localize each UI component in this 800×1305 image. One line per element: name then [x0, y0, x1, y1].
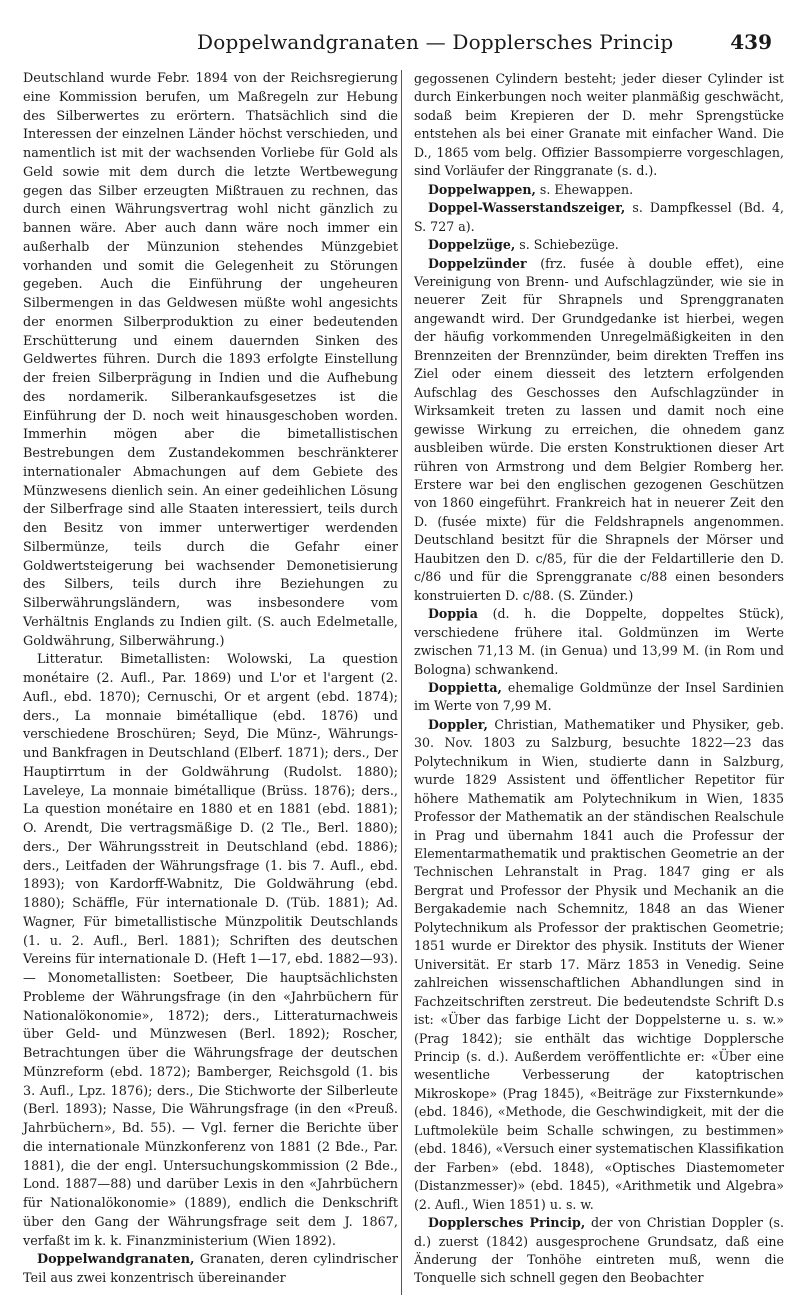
entry-text: ehemalige Goldmünze der Insel Sardinien im Werte von 7,99 M. — [414, 679, 784, 714]
entry-headword: Doppelzüge, — [428, 237, 516, 253]
entry-headword: Doppel-Wasserstandszeiger, — [428, 200, 626, 216]
entry-doppler — [414, 716, 784, 1214]
entry-headword: Doppelwandgranaten, — [37, 1252, 195, 1268]
page-number: 439 — [730, 30, 772, 54]
entry-text: Granaten, deren cylindrischer Teil aus zwei konzentrisch übereinander — [23, 1252, 398, 1286]
entry-doppelzuender — [414, 255, 784, 606]
entry-text: der von Christian Doppler (s. d.) zuerst (1842) ausgesprochene Grundsatz, daß eine Änderung der Tonhöhe eintreten muß, wenn die Tonquelle sich schnell gegen den Beobachter — [414, 1215, 784, 1286]
paragraph-silberfrage: Deutschland wurde Febr. 1894 von der Reichsregierung eine Kommission berufen, um Maßregeln zur Hebung des Silberwertes zu erörtern. Thatsächlich sind die Interessen der einzelnen Länder höchst verschieden, und namentlich ist mit der wachsenden Vorliebe für Gold als Geld sowie mit dem durch die letzte Wertbewegung gegen das Silber erzeugten Mißtrauen zu rechnen, das durch einen Währungsvertrag wohl nicht gänzlich zu bannen wäre. Aber auch dann wäre noch immer ein außerhalb der Münzunion stehendes Münzgebiet vorhanden und somit die Gelegenheit zu Störungen gegeben. Auch die Einführung der ungeheuren Silbermengen in das Geldwesen müßte wohl angesichts der enormen Silberproduktion zu einer bedeutenden Erschütterung und einem dauernden Sinken des Geldwertes führen. Durch die 1893 erfolgte Einstellung der freien Silberprägung in Indien und die Aufhebung des nordamerik. Silberankaufsgesetzes ist die Einführung der D. noch weit hinausgeschoben worden. Immerhin mögen aber die bimetallistischen Bestrebungen dem Zustandekommen beschränkterer internationaler Abmachungen auf dem Gebiete des Münzwesens dienlich sein. An einer gedeihlichen Lösung der Silberfrage sind alle Staaten interessiert, teils durch den Besitz von immer unterwertiger werdenden Silbermünze, teils durch die Gefahr einer Goldwertsteigerung bei wachsender Demonetisierung des Silbers, teils durch ihre Beziehungen zu Silberwährungsländern, was insbesondere vom Verhältnis Englands zu Indien gilt. (S. auch Edelmetalle, Goldwährung, Silberwährung.) — [23, 71, 398, 649]
entry-continuation: gegossenen Cylindern besteht; jeder dieser Cylinder ist durch Einkerbungen noch weiter planmäßig geschwächt, sodaß beim Krepieren der D. mehr Sprengstücke entstehen als bei einer Granate mit einfacher Wand. Die D., 1865 vom belg. Offizier Bassompierre vorgeschlagen, sind Vorläufer der Ringgranate (s. d.). — [414, 71, 784, 179]
entry-headword: Doppietta, — [428, 679, 502, 695]
entry-doppel-wasserstandszeiger — [414, 199, 784, 236]
entry-headword: Doppelzünder — [428, 255, 527, 271]
column-divider — [401, 70, 402, 1295]
entry-text: s. Ehewappen. — [535, 181, 634, 197]
entry-doppelwandgranaten — [23, 1251, 398, 1289]
running-header — [22, 26, 778, 60]
entry-dopplersches-princip — [414, 1214, 784, 1288]
entry-doppelwappen — [414, 181, 784, 199]
entry-headword: Doppler, — [428, 716, 488, 732]
entry-doppia — [414, 605, 784, 679]
entry-headword: Doppia — [428, 606, 478, 622]
entry-headword: Dopplersches Princip, — [428, 1215, 586, 1231]
entry-doppelzuege — [414, 236, 784, 254]
entry-text: (frz. fusée à double effet), eine Vereinigung von Brenn- und Aufschlagzünder, wie sie in neuerer Zeit für Shrapnels und Sprenggranaten angewandt wird. Der Grundgedanke ist hierbei, wegen der häufig vorkommenden Unregelmäßigkeiten in den Brennzeiten der Brennzünder, beim direkten Treffen ins Ziel oder einem diesseit des letztern erfolgenden Aufschlag des Geschosses den Aufschlagzünder in Wirksamkeit treten zu lassen und damit noch eine gewisse Wirkung zu erreichen, die ohnedem ganz ausbleiben würde. Die ersten Konstruktionen dieser Art rühren von Armstrong und dem Belgier Romberg her. Erstere war bei den englischen gezogenen Geschützen von 1860 eingeführt. Frankreich hat in neuerer Zeit den D. (fusée mixte) für die Feldshrapnels angenommen. Deutschland besitzt für die Shrapnels der Mörser und Haubitzen den D. c/85, für die der Feldartillerie den D. c/86 und für die Sprenggranate c/88 einen besonders konstruierten D. c/88. (S. Zünder.) — [414, 255, 784, 603]
entry-text: s. Dampfkessel (Bd. 4, S. 727 a). — [414, 200, 784, 234]
entry-text: (d. h. die Doppelte, doppeltes Stück), verschiedene frühere ital. Goldmünzen im Werte zwischen 71,13 M. (in Genua) und 13,99 M. (in Rom und Bologna) schwankend. — [414, 606, 784, 677]
entry-headword: Doppelwappen, — [428, 181, 536, 197]
left-column — [23, 70, 398, 1289]
entry-text: s. Schiebezüge. — [515, 237, 619, 253]
running-title: Doppelwandgranaten — Dopplersches Princip — [197, 30, 674, 54]
entry-doppietta — [414, 679, 784, 716]
paragraph-litteratur: Litteratur. Bimetallisten: Wolowski, La question monétaire (2. Aufl., Par. 1869) und L'or et l'argent (2. Aufl., ebd. 1870); Cernuschi, Or et argent (ebd. 1874); ders., La monnaie bimétallique (ebd. 1876) und verschiedene Broschüren; Seyd, Die Münz-, Währungs- und Bankfragen in Deutschland (Elberf. 1871); ders., Der Hauptirrtum in der Goldwährung (Rudolst. 1880); Laveleye, La monnaie bimétallique (Brüss. 1876); ders., La question monétaire en 1880 et en 1881 (ebd. 1881); O. Arendt, Die vertragsmäßige D. (2 Tle., Berl. 1880); ders., Der Währungsstreit in Deutschland (ebd. 1886); ders., Leitfaden der Währungsfrage (1. bis 7. Aufl., ebd. 1893); von Kardorff-Wabnitz, Die Goldwährung (ebd. 1880); Schäffle, Für internationale D. (Tüb. 1881); Ad. Wagner, Für bimetallistische Münzpolitik Deutschlands (1. u. 2. Aufl., Berl. 1881); Schriften des deutschen Vereins für internationale D. (Heft 1—17, ebd. 1882—93). — Monometallisten: Soetbeer, Die hauptsächlichsten Probleme der Währungsfrage (in den «Jahrbüchern für Nationalökonomie», 1872); ders., Litteraturnachweis über Geld- und Münzwesen (Berl. 1892); Roscher, Betrachtungen über die Währungsfrage der deutschen Münzreform (ebd. 1872); Bamberger, Reichsgold (1. bis 3. Aufl., Lpz. 1876); ders., Die Stichworte der Silberleute (Berl. 1893); Nasse, Die Währungsfrage (in den «Preuß. Jahrbüchern», Bd. 55). — Vgl. ferner die Berichte über die internationale Münzkonferenz von 1881 (2 Bde., Par. 1881), die der engl. Untersuchungskommission (2 Bde., Lond. 1887—88) und darüber Lexis in den «Jahrbüchern für Nationalökonomie» (1889), endlich die Denkschrift über den Gang der Währungsfrage seit dem J. 1867, verfaßt im k. k. Finanzministerium (Wien 1892). — [23, 652, 398, 1249]
right-column — [414, 70, 784, 1288]
entry-text: Christian, Mathematiker und Physiker, geb. 30. Nov. 1803 zu Salzburg, besuchte 1822—23 das Polytechnikum in Wien, studierte dann in Salzburg, wurde 1829 Assistent und öffentlicher Repetitor für höhere Mathematik am Polytechnikum in Wien, 1835 Professor der Mathematik an der ständischen Realschule in Prag und übernahm 1841 auch die Professur der Elementarmathematik und praktischen Geometrie an der Technischen Lehranstalt in Prag. 1847 ging er als Bergrat und Professor der Physik und Mechanik an die Bergakademie nach Schemnitz, 1848 an das Wiener Polytechnikum als Professor der praktischen Geometrie; 1851 wurde er Direktor des physik. Instituts der Wiener Universität. Er starb 17. März 1853 in Venedig. Seine zahlreichen wissenschaftlichen Abhandlungen sind in Fachzeitschriften zerstreut. Die bedeutendste Schrift D.s ist: «Über das farbige Licht der Doppelsterne u. s. w.» (Prag 1842); sie enthält das wichtige Dopplersche Princip (s. d.). Außerdem veröffentlichte er: «Über eine wesentliche Verbesserung der katoptrischen Mikroskope» (Prag 1845), «Beiträge zur Fixsternkunde» (ebd. 1846), «Methode, die Geschwindigkeit, mit der die Luftmoleküle beim Schalle schwingen, zu bestimmen» (ebd. 1846), «Versuch einer systematischen Klassifikation der Farben» (ebd. 1848), «Optisches Diastemometer (Distanzmesser)» (ebd. 1845), «Arithmetik und Algebra» (2. Aufl., Wien 1851) u. s. w. — [414, 716, 784, 1212]
